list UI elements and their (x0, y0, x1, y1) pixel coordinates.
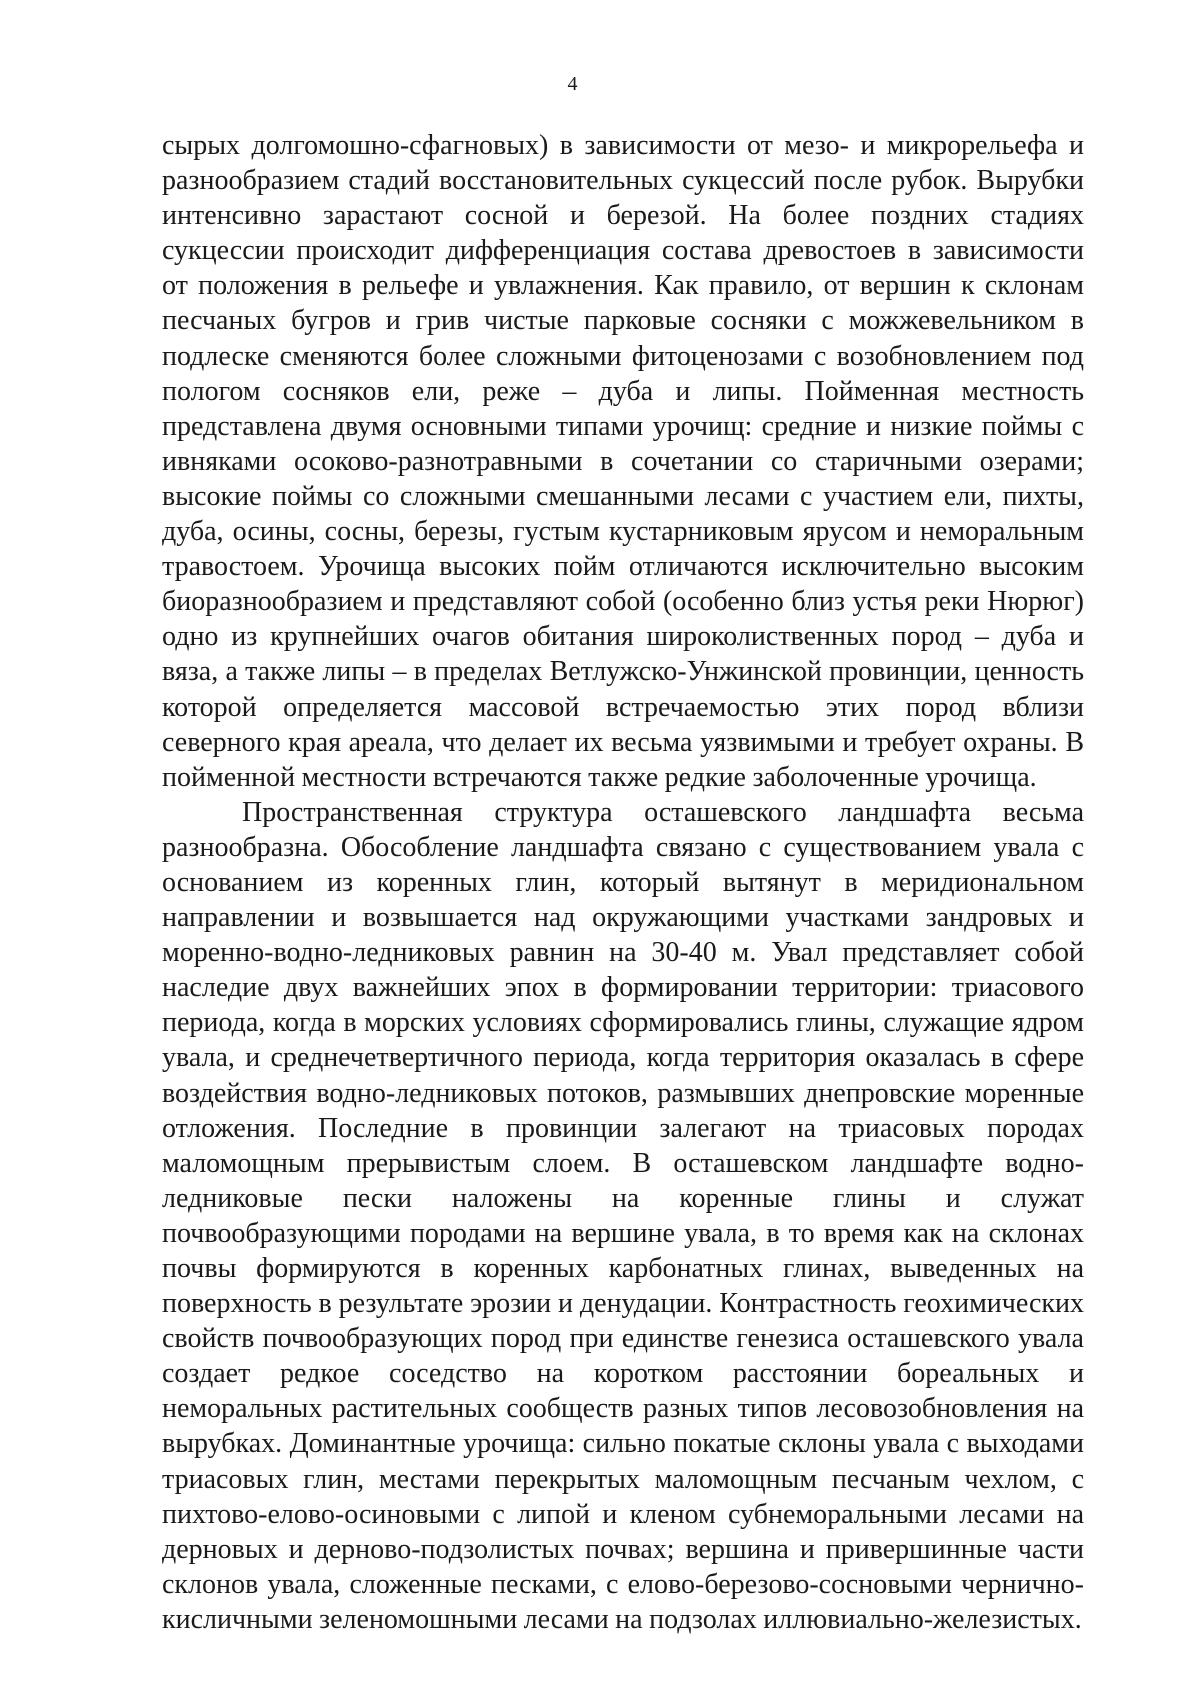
document-body (162, 128, 1084, 1637)
paragraph-continuation: сырых долгомошно-сфагновых) в зависимости от мезо- и микрорельефа и разнообразием стадий восстановительных сукцессий после рубок. Вырубки интенсивно зарастают сосной и березой. На более поздних стадиях сукцессии происходит дифференциация состава древостоев в зависимости от положения в рельефе и увлажнения. Как правило, от вершин к склонам песчаных бугров и грив чистые парковые сосняки с можжевельником в подлеске сменяются более сложными фитоценозами с возобновлением под пологом сосняков ели, реже – дуба и липы. Пойменная местность представлена двумя основными типами урочищ: средние и низкие поймы с ивняками осоково-разнотравными в сочетании со старичными озерами; высокие поймы со сложными смешанными лесами с участием ели, пихты, дуба, осины, сосны, березы, густым кустарниковым ярусом и неморальным травостоем. Урочища высоких пойм отличаются исключительно высоким биоразнообразием и представляют собой (особенно близ устья реки Нюрюг) одно из крупнейших очагов обитания широколиственных пород – дуба и вяза, а также липы – в пределах Ветлужско-Унжинской провинции, ценность которой определяется массовой встречаемостью этих пород вблизи северного края ареала, что делает их весьма уязвимыми и требует охраны. В пойменной местности встречаются также редкие заболоченные урочища. (162, 130, 1084, 793)
paragraph-ostashevsky-landscape: Пространственная структура осташевского ландшафта весьма разнообразна. Обособление ландшафта связано с существованием увала с основанием из коренных глин, который вытянут в меридиональном направлении и возвышается над окружающими участками зандровых и моренно-водно-ледниковых равнин на 30-40 м. Увал представляет собой наследие двух важнейших эпох в формировании территории: триасового периода, когда в морских условиях сформировались глины, служащие ядром увала, и среднечетвертичного периода, когда территория оказалась в сфере воздействия водно-ледниковых потоков, размывших днепровские моренные отложения. Последние в провинции залегают на триасовых породах маломощным прерывистым слоем. В осташевском ландшафте водно-ледниковые пески наложены на коренные глины и служат почвообразующими породами на вершине увала, в то время как на склонах почвы формируются в коренных карбонатных глинах, выведенных на поверхность в результате эрозии и денудации. Контрастность геохимических свойств почвообразующих пород при единстве генезиса осташевского увала создает редкое соседство на коротком расстоянии бореальных и неморальных растительных сообществ разных типов лесовозобновления на вырубках. Доминантные урочища: сильно покатые склоны увала с выходами триасовых глин, местами перекрытых маломощным песчаным чехлом, с пихтово-елово-осиновыми с липой и кленом субнеморальными лесами на дерновых и дерново-подзолистых почвах; вершина и привершинные части склонов увала, сложенные песками, с елово-березово-сосновыми чернично-кисличными зеленомошными лесами на подзолах иллювиально-железистых. (162, 796, 1084, 1635)
page-number: 4 (567, 73, 578, 95)
